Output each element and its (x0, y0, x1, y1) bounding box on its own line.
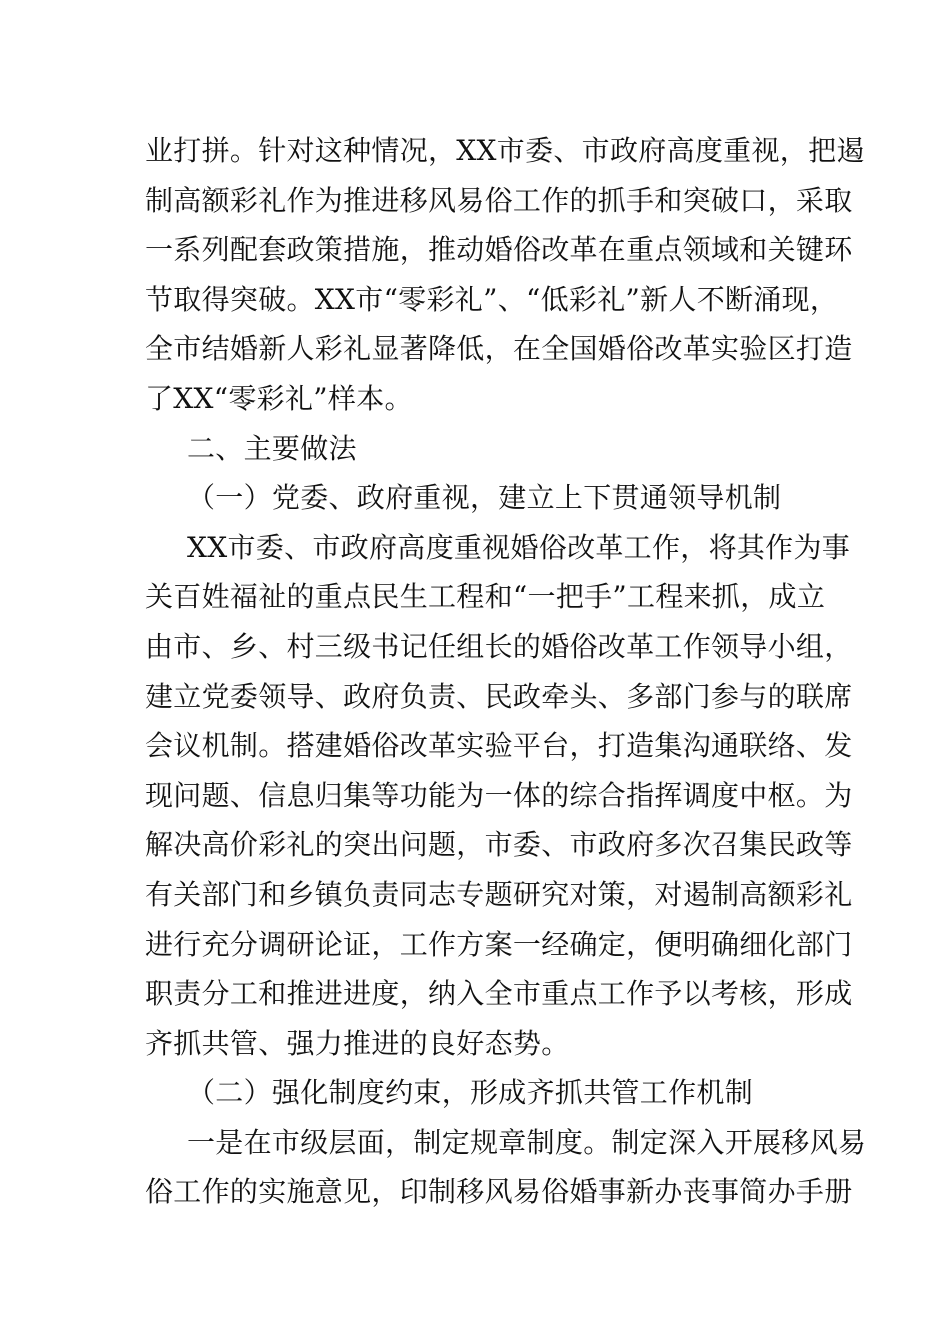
paragraph-line: 一是在市级层面，制定规章制度。制定深入开展移风易 (187, 1125, 867, 1159)
section-heading: 二、主要做法 (187, 431, 357, 465)
paragraph-line: 齐抓共管、强力推进的良好态势。 (145, 1026, 570, 1060)
paragraph-line: 现问题、信息归集等功能为一体的综合指挥调度中枢。为 (145, 778, 853, 812)
paragraph-line: 制高额彩礼作为推进移风易俗工作的抓手和突破口，采取 (145, 183, 853, 217)
paragraph-line: 会议机制。搭建婚俗改革实验平台，打造集沟通联络、发 (145, 729, 853, 763)
paragraph-line: 全市结婚新人彩礼显著降低，在全国婚俗改革实验区打造 (145, 332, 853, 366)
paragraph-line: 职责分工和推进进度，纳入全市重点工作予以考核，形成 (145, 977, 853, 1011)
paragraph-line: XX市委、市政府高度重视婚俗改革工作，将其作为事 (187, 530, 851, 564)
paragraph-line: 业打拼。针对这种情况，XX市委、市政府高度重视，把遏 (145, 134, 865, 167)
paragraph-line: 关百姓福祉的重点民生工程和“一把手”工程来抓，成立 (145, 580, 826, 614)
paragraph-line: 由市、乡、村三级书记任组长的婚俗改革工作领导小组， (145, 629, 853, 663)
subsection-heading: （二）强化制度约束，形成齐抓共管工作机制 (187, 1076, 754, 1110)
paragraph-line: 进行充分调研论证，工作方案一经确定，便明确细化部门 (145, 927, 853, 961)
paragraph-line: 建立党委领导、政府负责、民政牵头、多部门参与的联席 (145, 679, 853, 713)
document-body (145, 126, 867, 1217)
paragraph-line: 一系列配套政策措施，推动婚俗改革在重点领域和关键环 (145, 233, 853, 267)
subsection-heading: （一）党委、政府重视，建立上下贯通领导机制 (187, 481, 782, 515)
paragraph-line: 了XX“零彩礼”样本。 (145, 381, 413, 415)
paragraph-line: 解决高价彩礼的突出问题，市委、市政府多次召集民政等 (145, 828, 853, 862)
paragraph-line: 节取得突破。XX市“零彩礼”、“低彩礼”新人不断涌现， (145, 282, 839, 316)
paragraph-line: 有关部门和乡镇负责同志专题研究对策，对遏制高额彩礼 (145, 877, 853, 911)
paragraph-line: 俗工作的实施意见，印制移风易俗婚事新办丧事简办手册 (145, 1175, 853, 1209)
